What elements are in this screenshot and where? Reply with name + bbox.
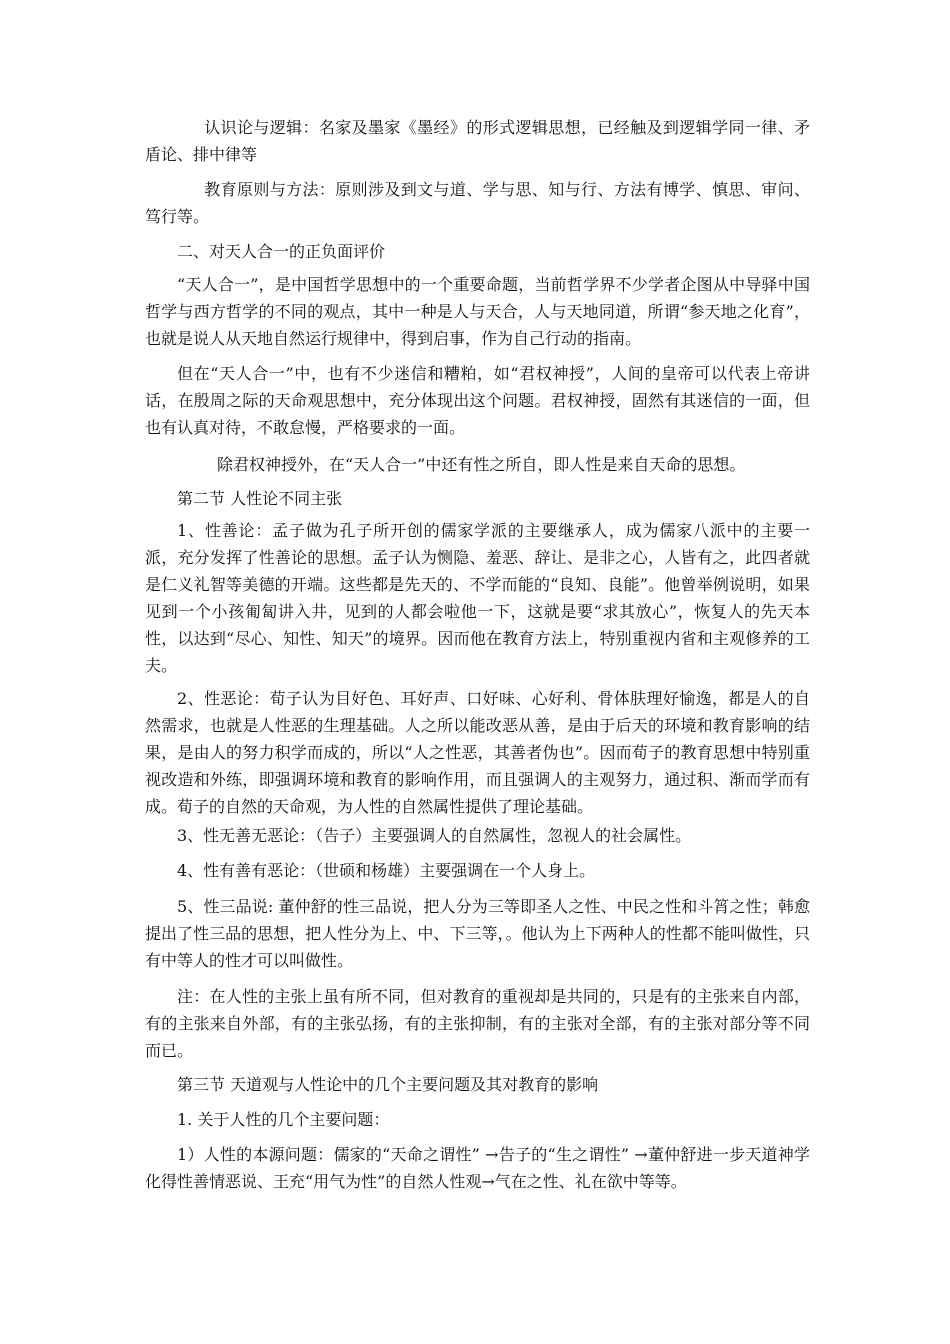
paragraph-mixed-nature: 4、性有善有恶论：（世硕和杨雄）主要强调在一个人身上。 bbox=[177, 861, 596, 880]
paragraph-tianren-heyi-criticism: 但在“天人合一”中，也有不少迷信和糟粕，如“君权神授”，人间的皇帝可以代表上帝讲话，在殷周之际的天命观思想中，充分体现出这个问题。君权神授，固然有其迷信的一面，但也有认真对待，不敢怠慢，严格要求的一面。 bbox=[145, 364, 810, 437]
paragraph-origin-of-nature: 除君权神授外，在“天人合一”中还有性之所自，即人性是来自天命的思想。 bbox=[217, 455, 746, 474]
section-heading-chapter-3: 第三节 天道观与人性论中的几个主要问题及其对教育的影响 bbox=[177, 1075, 599, 1094]
section-heading-chapter-2: 第二节 人性论不同主张 bbox=[177, 489, 343, 508]
list-heading-main-issues: 1. 关于人性的几个主要问题： bbox=[177, 1110, 390, 1129]
paragraph-three-grades: 5、性三品说: 董仲舒的性三品说，把人分为三等即圣人之性、中民之性和斗筲之性；韩愈提出了性三品的思想，把人性分为上、中、下三等，。他认为上下两种人的性都不能叫做性，只有中等人的性才可以叫做性。 bbox=[145, 897, 810, 970]
paragraph-mencius-good-nature: 1、性善论：孟子做为孔子所开创的儒家学派的主要继承人，成为儒家八派中的主要一派，充分发挥了性善论的思想。孟子认为恻隐、羞恶、辞让、是非之心，人皆有之，此四者就是仁义礼智等美德的开端。这些都是先天的、不学而能的“良知、良能”。他曾举例说明，如果见到一个小孩匍匐讲入井，见到的人都会啦他一下，这就是要“求其放心”，恢复人的先天本性，以达到“尽心、知性、知天”的境界。因而他在教育方法上，特别重视内省和主观修养的工夫。 bbox=[145, 521, 810, 675]
paragraph-xunzi-evil-nature: 2、性恶论：荀子认为目好色、耳好声、口好味、心好利、骨体肤理好愉逸，都是人的自然需求，也就是人性恶的生理基础。人之所以能改恶从善，是由于后天的环境和教育影响的结果，是由人的努力积学而成的，所以“人之性恶，其善者伪也”。因而荀子的教育思想中特别重视改造和外练，即强调环境和教育的影响作用，而且强调人的主观努力，通过积、渐而学而有成。荀子的自然的天命观，为人性的自然属性提供了理论基础。 bbox=[145, 689, 810, 816]
paragraph-gaozi-neutral-nature: 3、性无善无恶论：（告子）主要强调人的自然属性，忽视人的社会属性。 bbox=[177, 826, 692, 845]
paragraph-epistemology-logic: 认识论与逻辑：名家及墨家《墨经》的形式逻辑思想，已经触及到逻辑学同一律、矛盾论、排中律等 bbox=[145, 118, 810, 164]
paragraph-note: 注：在人性的主张上虽有所不同，但对教育的重视却是共同的，只是有的主张来自内部，有的主张来自外部，有的主张弘扬，有的主张抑制，有的主张对全部，有的主张对部分等不同而已。 bbox=[145, 987, 810, 1060]
paragraph-education-principles: 教育原则与方法：原则涉及到文与道、学与思、知与行、方法有博学、慎思、审问、笃行等。 bbox=[145, 180, 810, 226]
section-heading-evaluation: 二、对天人合一的正负面评价 bbox=[177, 242, 386, 261]
paragraph-origin-of-human-nature: 1）人性的本源问题：儒家的“天命之谓性” →告子的“生之谓性” →董仲舒进一步天道神学化得性善情恶说、王充“用气为性”的自然人性观→气在之性、礼在欲中等等。 bbox=[145, 1145, 810, 1191]
paragraph-tianren-heyi-intro: “天人合一”，是中国哲学思想中的一个重要命题，当前哲学界不少学者企图从中导驿中国哲学与西方哲学的不同的观点，其中一种是人与天合，人与天地同道，所谓“参天地之化育”，也就是说人从天地自然运行规律中，得到启事，作为自己行动的指南。 bbox=[145, 275, 810, 348]
